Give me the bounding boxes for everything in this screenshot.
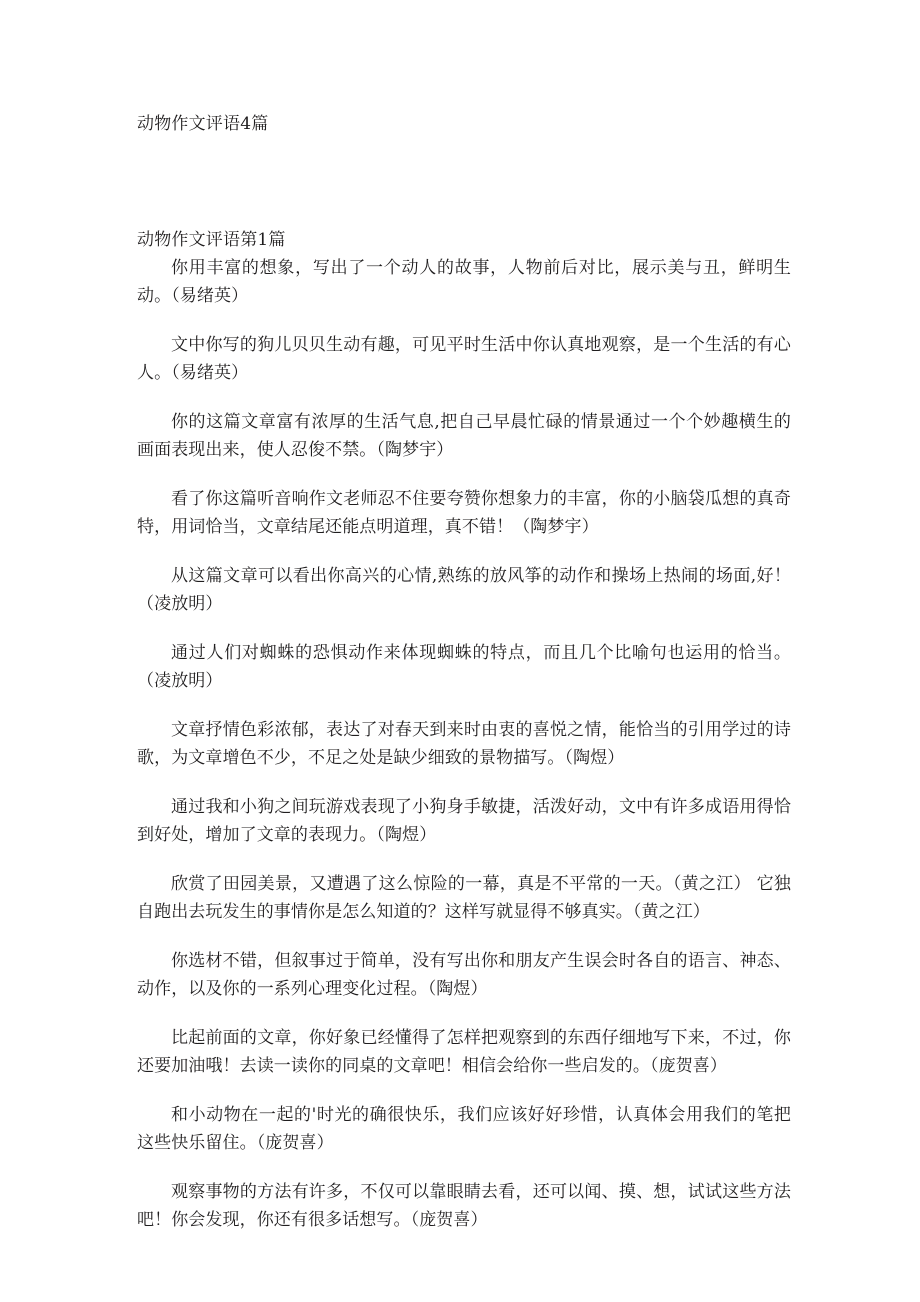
comment-paragraph: 文中你写的狗儿贝贝生动有趣，可见平时生活中你认真地观察，是一个生活的有心人。（易绪英） — [137, 335, 791, 383]
comment-paragraph: 和小动物在一起的'时光的确很快乐，我们应该好好珍惜，认真体会用我们的笔把这些快乐留住。（庞贺喜） — [137, 1105, 791, 1153]
document-content — [137, 0, 791, 1234]
section-heading: 动物作文评语第1篇 — [137, 230, 286, 250]
paragraph-list — [137, 254, 791, 1234]
comment-paragraph: 比起前面的文章，你好象已经懂得了怎样把观察到的东西仔细地写下来，不过，你还要加油哦！去读一读你的同桌的文章吧！相信会给你一些启发的。（庞贺喜） — [137, 1028, 791, 1076]
comment-paragraph: 文章抒情色彩浓郁，表达了对春天到来时由衷的喜悦之情，能恰当的引用学过的诗歌，为文章增色不少，不足之处是缺少细致的景物描写。（陶煜） — [137, 720, 791, 768]
comment-paragraph: 欣赏了田园美景，又遭遇了这么惊险的一幕，真是不平常的一天。（黄之江） 它独自跑出去玩发生的事情你是怎么知道的？这样写就显得不够真实。（黄之江） — [137, 874, 791, 922]
comment-paragraph: 你的这篇文章富有浓厚的生活气息,把自己早晨忙碌的情景通过一个个妙趣横生的画面表现出来，使人忍俊不禁。（陶梦宇） — [137, 412, 791, 460]
comment-paragraph: 通过我和小狗之间玩游戏表现了小狗身手敏捷，活泼好动，文中有许多成语用得恰到好处，增加了文章的表现力。（陶煜） — [137, 797, 791, 845]
page-title: 动物作文评语4篇 — [137, 114, 269, 134]
comment-paragraph: 看了你这篇听音响作文老师忍不住要夸赞你想象力的丰富，你的小脑袋瓜想的真奇特，用词恰当，文章结尾还能点明道理，真不错！（陶梦宇） — [137, 489, 791, 537]
comment-paragraph: 你选材不错，但叙事过于简单，没有写出你和朋友产生误会时各自的语言、神态、动作，以及你的一系列心理变化过程。（陶煜） — [137, 951, 791, 999]
comment-paragraph: 观察事物的方法有许多，不仅可以靠眼睛去看，还可以闻、摸、想，试试这些方法吧！你会发现，你还有很多话想写。（庞贺喜） — [137, 1182, 791, 1230]
comment-paragraph: 通过人们对蜘蛛的恐惧动作来体现蜘蛛的特点，而且几个比喻句也运用的恰当。（凌放明） — [137, 643, 791, 691]
comment-paragraph: 从这篇文章可以看出你高兴的心情,熟练的放风筝的动作和操场上热闹的场面,好！（凌放明） — [137, 566, 791, 614]
comment-paragraph: 你用丰富的想象，写出了一个动人的故事，人物前后对比，展示美与丑，鲜明生动。（易绪英） — [137, 258, 791, 306]
